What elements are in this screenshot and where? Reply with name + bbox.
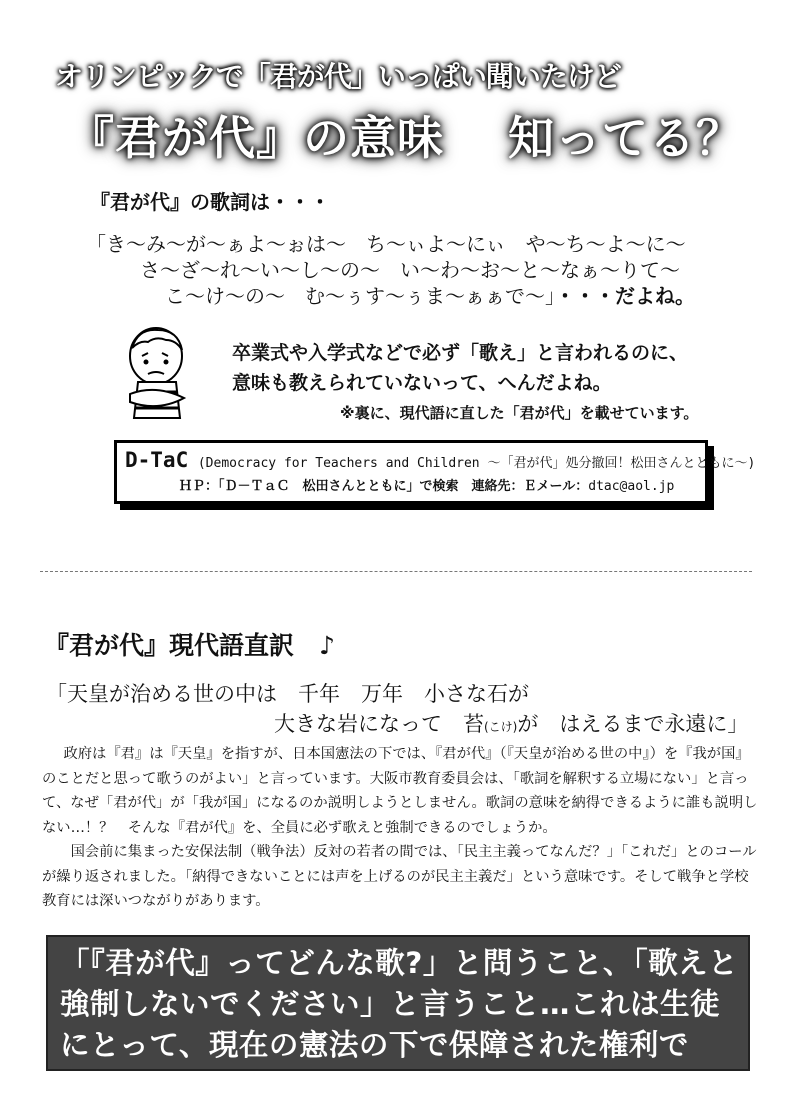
conclusion-box	[48, 937, 748, 1103]
translation-line-2	[274, 708, 748, 738]
lyric-line-2: さ～ざ～れ～い～し～の～ い～わ～お～と～なぁ～りて～	[140, 258, 680, 282]
lyric-line-3-tail: ・・・だよね。	[555, 284, 695, 308]
dtac-contact-box	[114, 440, 756, 504]
explanation-paragraphs	[42, 742, 758, 914]
dtac-title	[125, 448, 755, 472]
lyric-line-1: 「き～み～が～ぁよ～ぉは～ ち～ぃよ～にぃ や～ち～よ～に～	[86, 232, 686, 256]
lyric-line-3-text: こ～け～の～ む～ぅす～ぅま～ぁぁで～」	[165, 284, 555, 308]
translation-line-2a: 大きな岩になって 苔	[274, 712, 484, 736]
dtac-email-link[interactable]: dtac@aol.jp	[588, 479, 675, 494]
headline-title: 『君が代』の意味 知ってる？	[68, 111, 744, 165]
message-line-2: 意味も教えられていないって、へんだよね。	[232, 372, 612, 394]
dtac-subtitle: (Democracy for Teachers and Children ～「君が代」処分撤回！松田さんとともに～)	[197, 456, 756, 471]
translation-line-2b: が はえるまで永遠に」	[517, 712, 749, 736]
back-page-note: ※裏に、現代語に直した「君が代」を載せています。	[340, 404, 699, 422]
section-title: 『君が代』現代語直訳 ♪	[44, 631, 335, 660]
dtac-hp-label: ＨＰ：「Ｄ－ＴａＣ 松田さんとともに」で検索 連絡先：Ｅメール：	[179, 479, 589, 494]
headline-subtitle: オリンピックで「君が代」いっぱい聞いたけど	[55, 60, 621, 93]
lyric-line-3	[165, 280, 695, 309]
dtac-contact-line	[179, 475, 674, 494]
lyrics-intro: 『君が代』の歌詞は・・・	[90, 190, 330, 214]
conclusion-text: 「『君が代』ってどんな歌?」と問うこと、「歌えと強制しないでください」と言うこと…これは生徒にとって、現在の憲法の下で保障された権利です。	[60, 946, 739, 1103]
paragraph-1: 政府は『君』は『天皇』を指すが、日本国憲法の下では、『君が代』（『天皇が治める世の中』）を『我が国』のことだと思って歌うのがよい」と言っています。大阪市教育委員会は、「歌詞を解釈する立場にない」と言って、なぜ「君が代」が「我が国」になるのか説明しようとしません。歌詞の意味を納得できるように誰も説明しない…！？ そんな『君が代』を、全員に必ず歌えと強制できるのでしょうか。	[42, 746, 758, 836]
worried-boy-illustration	[118, 322, 198, 422]
cut-line-divider	[40, 571, 752, 572]
translation-ruby: (こけ)	[484, 720, 518, 734]
message-line-1: 卒業式や入学式などで必ず「歌え」と言われるのに、	[232, 342, 689, 364]
paragraph-2: 国会前に集まった安保法制（戦争法）反対の若者の間では、「民主主義ってなんだ？」「これだ」とのコールが繰り返されました。「納得できないことには声を上げるのが民主主義だ」という意味です。そして戦争と学校教育には深いつながりがあります。	[42, 844, 757, 909]
dtac-name: D-TaC	[125, 448, 189, 472]
translation-line-1: 「天皇が治める世の中は 千年 万年 小さな石が	[46, 682, 529, 706]
